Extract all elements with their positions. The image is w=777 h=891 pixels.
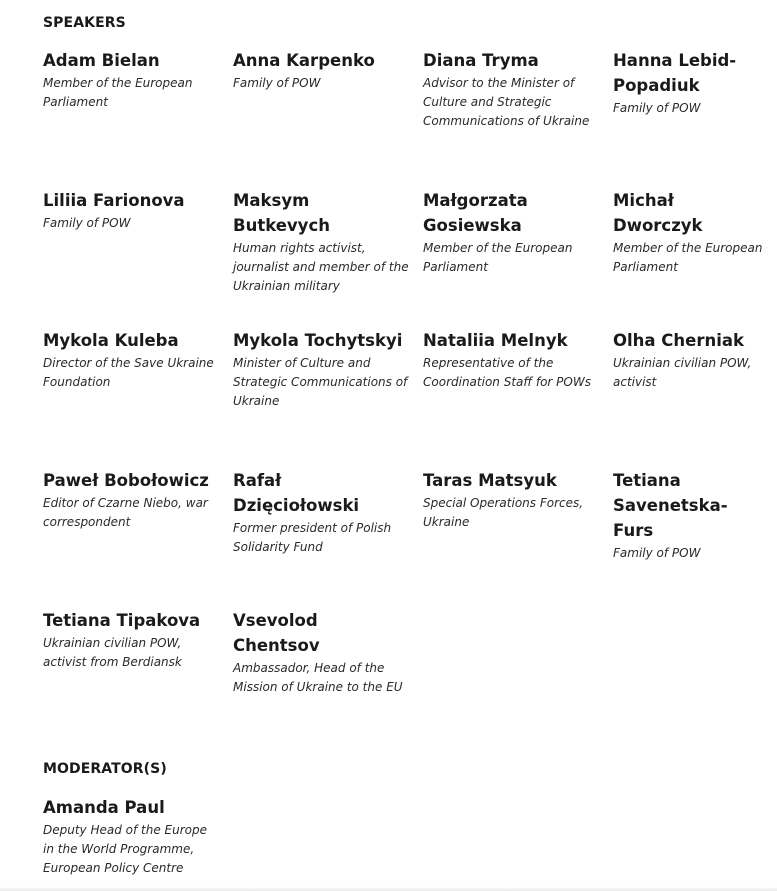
speaker-card <box>233 188 423 328</box>
speaker-role: Member of the European Parliament <box>613 241 763 274</box>
speaker-card <box>233 48 423 188</box>
speaker-card <box>423 468 613 608</box>
speaker-name[interactable]: Taras Matsyuk <box>423 471 557 490</box>
speaker-name[interactable]: Paweł Bobołowicz <box>43 471 209 490</box>
speaker-card <box>613 328 777 468</box>
speaker-card <box>43 608 233 748</box>
speaker-name[interactable]: Małgorzata Gosiewska <box>423 191 528 235</box>
moderator-name[interactable]: Amanda Paul <box>43 798 165 817</box>
speaker-role: Family of POW <box>613 546 701 560</box>
speaker-name[interactable]: Mykola Kuleba <box>43 331 179 350</box>
bottom-edge-divider <box>0 887 777 891</box>
moderator-card <box>43 795 233 878</box>
speaker-name[interactable]: Olha Cherniak <box>613 331 745 350</box>
speaker-role: Editor of Czarne Niebo, war correspondent <box>43 496 208 529</box>
speaker-name[interactable]: Vsevolod Chentsov <box>233 611 320 655</box>
speaker-role: Advisor to the Minister of Culture and Strategic Communications of Ukraine <box>423 76 590 128</box>
speaker-card <box>43 328 233 468</box>
speaker-card <box>233 608 423 748</box>
speaker-card <box>423 328 613 468</box>
speaker-role: Family of POW <box>233 76 321 90</box>
moderator-role: Deputy Head of the Europe in the World Programme, European Policy Centre <box>43 823 208 875</box>
speaker-role: Ukrainian civilian POW, activist from Berdiansk <box>43 636 182 669</box>
speaker-name[interactable]: Anna Karpenko <box>233 51 375 70</box>
speaker-card <box>423 188 613 328</box>
speakers-list <box>43 48 777 748</box>
speaker-card <box>43 468 233 608</box>
speaker-role: Special Operations Forces, Ukraine <box>423 496 584 529</box>
speaker-name[interactable]: Liliia Farionova <box>43 191 185 210</box>
speaker-card <box>613 188 777 328</box>
speaker-card <box>613 468 777 608</box>
speaker-name[interactable]: Tetiana Tipakova <box>43 611 201 630</box>
speaker-name[interactable]: Mykola Tochytskyi <box>233 331 403 350</box>
speaker-role: Member of the European Parliament <box>423 241 573 274</box>
speaker-name[interactable]: Michał Dworczyk <box>613 191 703 235</box>
moderators-list <box>43 795 777 878</box>
speaker-role: Representative of the Coordination Staff for POWs <box>423 356 591 389</box>
speaker-role: Family of POW <box>613 101 701 115</box>
moderators-heading: MODERATOR(S) <box>43 761 167 777</box>
speaker-card <box>613 48 777 188</box>
speaker-name[interactable]: Nataliia Melnyk <box>423 331 568 350</box>
speaker-role: Minister of Culture and Strategic Communications of Ukraine <box>233 356 408 408</box>
speaker-name[interactable]: Maksym Butkevych <box>233 191 330 235</box>
speaker-role: Former president of Polish Solidarity Fund <box>233 521 392 554</box>
speaker-role: Ambassador, Head of the Mission of Ukraine to the EU <box>233 661 403 694</box>
speaker-card <box>233 468 423 608</box>
speaker-name[interactable]: Adam Bielan <box>43 51 160 70</box>
speaker-role: Director of the Save Ukraine Foundation <box>43 356 214 389</box>
speaker-name[interactable]: Tetiana Savenetska-Furs <box>613 471 728 540</box>
speaker-name[interactable]: Hanna Lebid-Popadiuk <box>613 51 737 95</box>
speaker-name[interactable]: Rafał Dzięciołowski <box>233 471 360 515</box>
speaker-card <box>43 48 233 188</box>
speaker-card <box>233 328 423 468</box>
speaker-card <box>43 188 233 328</box>
speaker-role: Member of the European Parliament <box>43 76 193 109</box>
speaker-role: Human rights activist, journalist and member of the Ukrainian military <box>233 241 409 293</box>
speaker-role: Ukrainian civilian POW, activist <box>613 356 752 389</box>
speakers-heading: SPEAKERS <box>43 15 126 31</box>
speaker-card <box>423 48 613 188</box>
speaker-name[interactable]: Diana Tryma <box>423 51 539 70</box>
speaker-role: Family of POW <box>43 216 131 230</box>
